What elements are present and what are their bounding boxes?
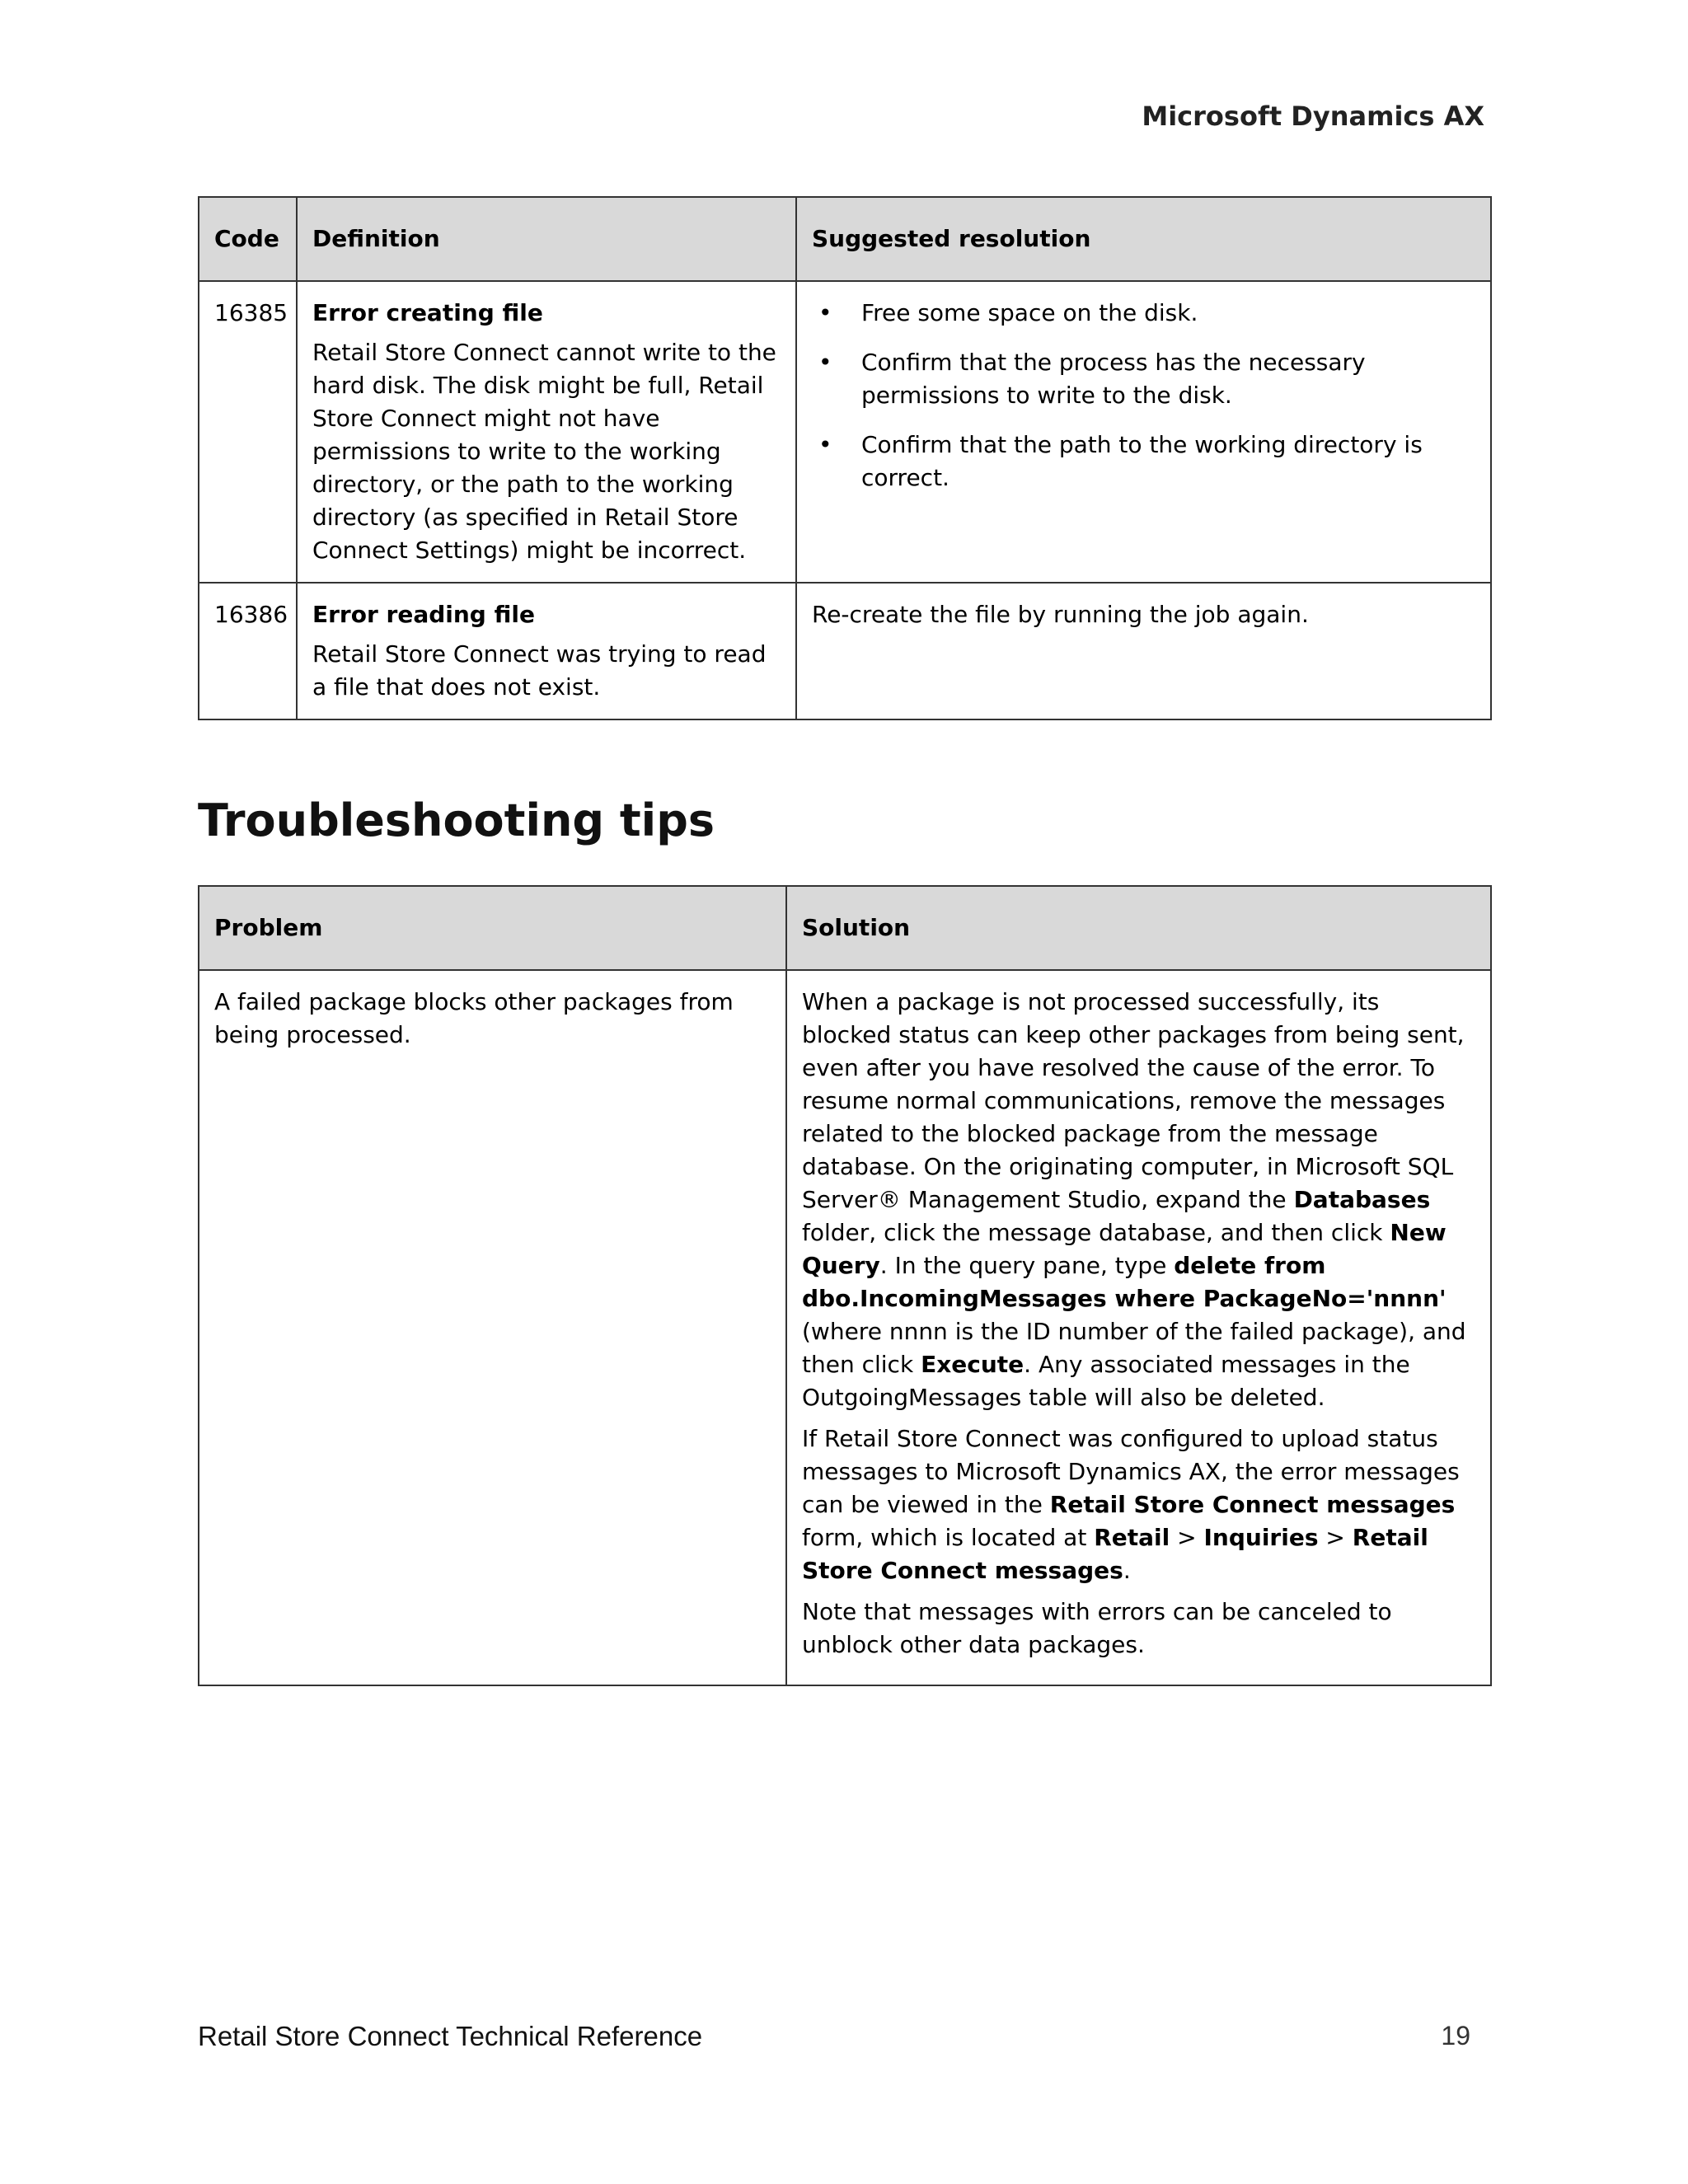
list-item: • Free some space on the disk. [812,297,1475,330]
error-resolution: Re-create the file by running the job again. [796,583,1491,719]
table-row [199,583,1491,719]
solution-text: When a package is not processed successfully, its blocked status can keep other packages from being sent, even after you have resolved the cause of the error. To resume normal communications, remove the messages related to the blocked package from the message database. On the originating computer, in Microsoft SQL Server® Management Studio, expand the [802,988,1465,1213]
solution-text: (where nnnn is the ID number of the failed package), and then click [802,1318,1466,1378]
menu-path-separator: > [1318,1524,1353,1551]
footer-document-title: Retail Store Connect Technical Reference [198,2021,703,2051]
column-header-solution: Solution [786,886,1491,970]
error-definition [297,281,796,583]
menu-path-messages: Retail Store Connect messages [802,1524,1428,1584]
error-code: 16386 [199,583,297,719]
error-code: 16385 [199,281,297,583]
table-header-row [199,197,1491,281]
page-number: 19 [1441,2021,1470,2050]
resolution-list [812,297,1475,494]
ui-term: Execute [921,1351,1025,1378]
section-heading: Troubleshooting tips [198,794,715,846]
solution-text: form, which is located at [802,1524,1095,1551]
error-resolution [796,281,1491,583]
problem-cell: A failed package blocks other packages from being processed. [199,970,786,1685]
solution-paragraph [802,1422,1475,1587]
table-row [199,970,1491,1685]
solution-paragraph [802,986,1475,1414]
error-description: Retail Store Connect was trying to read a file that does not exist. [312,640,767,701]
solution-text: . Any associated messages in the OutgoingMessages table will also be deleted. [802,1351,1410,1411]
menu-path-retail: Retail [1094,1524,1170,1551]
menu-path-separator: > [1170,1524,1204,1551]
column-header-resolution: Suggested resolution [796,197,1491,281]
menu-path-inquiries: Inquiries [1203,1524,1319,1551]
solution-text: . [1123,1557,1131,1584]
column-header-problem: Problem [199,886,786,970]
solution-text: folder, click the message database, and then click [802,1219,1390,1246]
table-header-row [199,886,1491,970]
solution-cell [786,970,1491,1685]
error-title: Error creating file [312,299,543,326]
solution-text: . In the query pane, type [879,1252,1175,1279]
error-definition [297,583,796,719]
ui-term: New Query [802,1219,1447,1279]
document-brand: Microsoft Dynamics AX [1142,101,1484,132]
solution-paragraph: Note that messages with errors can be canceled to unblock other data packages. [802,1598,1392,1658]
error-description: Retail Store Connect cannot write to the hard disk. The disk might be full, Retail Store Connect might not have permissions to write to the working directory, or the path to the working directory (as specified in Retail Store Connect Settings) might be incorrect. [312,339,776,564]
table-row [199,281,1491,583]
troubleshooting-table [198,885,1492,1686]
list-item: • Confirm that the path to the working directory is correct. [812,429,1475,494]
column-header-code: Code [199,197,297,281]
error-title: Error reading file [312,601,535,628]
list-item: • Confirm that the process has the necessary permissions to write to the disk. [812,346,1475,412]
column-header-definition: Definition [297,197,796,281]
error-codes-table [198,196,1492,720]
solution-text: If Retail Store Connect was configured to upload status messages to Microsoft Dynamics AX, the error messages can be viewed in the [802,1425,1460,1518]
ui-term: Retail Store Connect messages [1049,1491,1456,1518]
query-text: delete from dbo.IncomingMessages where PackageNo='nnnn' [802,1252,1447,1312]
ui-term: Databases [1293,1186,1431,1213]
